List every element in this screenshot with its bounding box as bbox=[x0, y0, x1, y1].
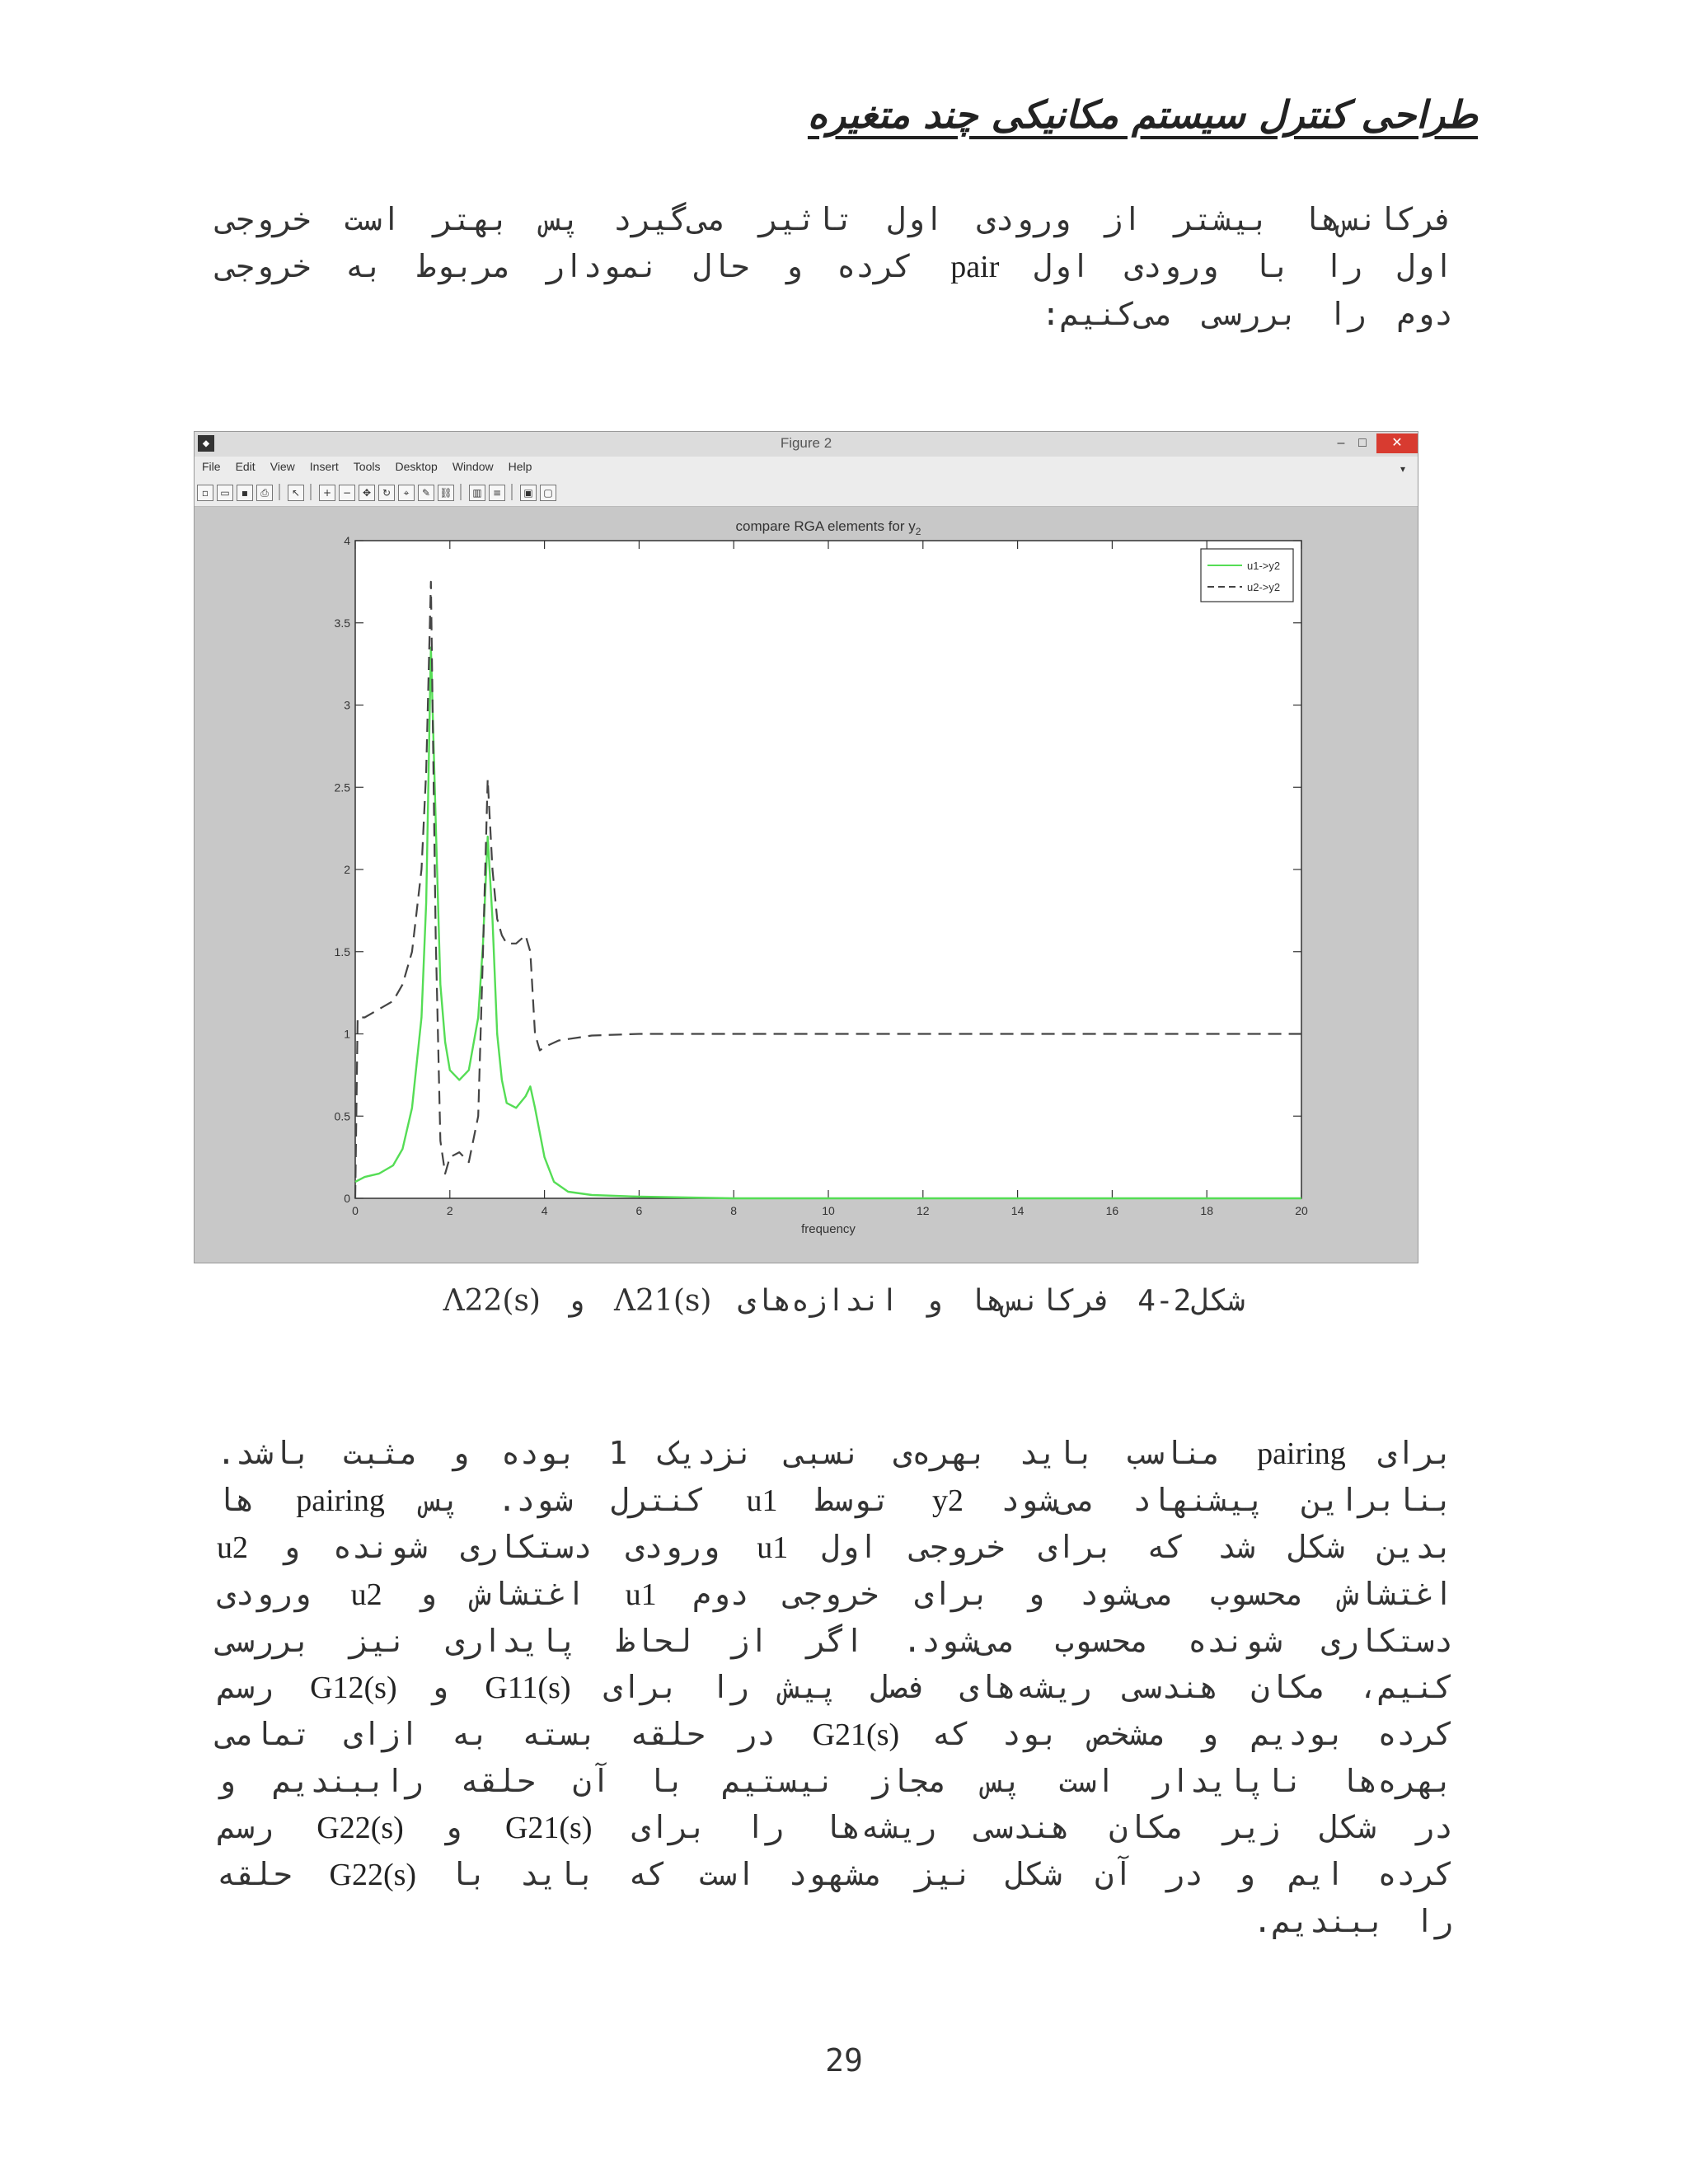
g11-symbol: G11(s) bbox=[485, 1671, 571, 1705]
g21-symbol: G21(s) bbox=[812, 1718, 900, 1752]
analysis-paragraph bbox=[217, 1430, 1453, 1944]
text-segment: ها بدین شکل شد که برای خروجی اول bbox=[217, 1482, 1453, 1565]
toolbar-divider bbox=[511, 484, 513, 500]
y-tick-label: 1 bbox=[344, 1027, 350, 1041]
x-tick-label: 20 bbox=[1295, 1204, 1308, 1217]
text-segment: اغتشاش و bbox=[417, 1576, 586, 1612]
pointer-icon[interactable]: ↖ bbox=[288, 485, 304, 501]
menu-tools[interactable]: Tools bbox=[353, 460, 381, 473]
toolbar-divider bbox=[310, 484, 312, 500]
plot-area bbox=[355, 541, 1301, 1198]
x-tick-label: 4 bbox=[541, 1204, 548, 1217]
text-segment: ورودی دستکاری شونده و bbox=[281, 1529, 720, 1565]
intro-text-2: کرده و حال نمودار مربوط به خروجی دوم را بررسی می‌کنیم: bbox=[217, 248, 1453, 332]
y2-symbol: y2 bbox=[931, 1483, 964, 1518]
menu-file[interactable]: File bbox=[202, 460, 221, 473]
menu-window[interactable]: Window bbox=[452, 460, 494, 473]
rotate-icon[interactable]: ↻ bbox=[378, 485, 395, 501]
text-segment: رسم کرده بودیم و مشخص بود که bbox=[217, 1669, 1453, 1752]
rga-chart bbox=[195, 506, 1418, 1263]
print-icon[interactable]: ⎙ bbox=[256, 485, 273, 501]
y-tick-label: 4 bbox=[344, 534, 350, 547]
y-tick-label: 1.5 bbox=[334, 944, 350, 958]
x-tick-label: 6 bbox=[635, 1204, 643, 1217]
intro-text-1: فرکانس‌ها بیشتر از ورودی اول تاثیر می‌گیرد پس بهتر است خروجی اول را با ورودی اول bbox=[217, 201, 1453, 284]
x-axis-label: frequency bbox=[801, 1222, 856, 1236]
legend-box bbox=[1201, 549, 1293, 602]
u2-symbol: u2 bbox=[217, 1530, 248, 1565]
text-segment: در حلقه بسته به ازای تمامی بهره‌ها ناپایدار است پس مجاز نیستیم با آن حلقه راببندیم و در شکل زیر مکان هندسی ریشه‌ها را برای bbox=[217, 1716, 1453, 1845]
caption-text: فرکانس‌ها و اندازه‌های bbox=[738, 1284, 1112, 1318]
legend-label: u2->y2 bbox=[1247, 581, 1281, 593]
window-title: Figure 2 bbox=[780, 435, 832, 451]
zoom-in-icon[interactable]: + bbox=[319, 485, 335, 501]
chart-title: compare RGA elements for $y_2$ bbox=[735, 518, 921, 537]
x-tick-label: 18 bbox=[1200, 1204, 1213, 1217]
text-segment: حلقه را ببندیم. bbox=[217, 1856, 1453, 1939]
text-segment: برای bbox=[1377, 1435, 1453, 1471]
u1-symbol: u1 bbox=[625, 1577, 657, 1612]
hide-tools-icon[interactable]: ▣ bbox=[520, 485, 537, 501]
y-tick-label: 2 bbox=[344, 863, 350, 876]
x-tick-label: 8 bbox=[730, 1204, 738, 1217]
x-tick-label: 10 bbox=[822, 1204, 835, 1217]
text-segment: و bbox=[429, 1669, 448, 1705]
text-segment: کنترل شود. پس bbox=[422, 1482, 705, 1518]
text-segment: رسم کرده ایم و در آن شکل نیز مشهود است که باید با bbox=[217, 1809, 1453, 1892]
caption-lambda21: Λ21(s) bbox=[614, 1284, 712, 1318]
y-tick-label: 0.5 bbox=[334, 1109, 350, 1123]
x-tick-label: 16 bbox=[1105, 1204, 1119, 1217]
text-segment: اغتشاش محسوب می‌شود و برای خروجی دوم bbox=[692, 1576, 1454, 1612]
pairing-term: pairing bbox=[296, 1483, 385, 1518]
caption-lambda22: Λ22(s) bbox=[443, 1284, 541, 1318]
g21-symbol: G21(s) bbox=[504, 1811, 593, 1845]
figure-caption bbox=[0, 1284, 1688, 1318]
colorbar-icon[interactable]: ▥ bbox=[469, 485, 485, 501]
menu-desktop[interactable]: Desktop bbox=[395, 460, 438, 473]
caption-and: و bbox=[566, 1284, 585, 1318]
zoom-out-icon[interactable]: − bbox=[339, 485, 355, 501]
pairing-term: pairing bbox=[1257, 1436, 1346, 1471]
link-icon[interactable]: ⛓ bbox=[438, 485, 454, 501]
text-segment: و bbox=[443, 1809, 462, 1845]
text-segment: ورودی دستکاری شونده محسوب می‌شود. اگر از لحاظ پایداری نیز بررسی کنیم، مکان هندسی ریشه‌های فصل پیش را برای bbox=[217, 1576, 1453, 1705]
x-tick-label: 0 bbox=[352, 1204, 359, 1217]
x-tick-label: 12 bbox=[917, 1204, 930, 1217]
matlab-app-icon: ◆ bbox=[198, 435, 214, 452]
toolbar-divider bbox=[279, 484, 280, 500]
pair-term: pair bbox=[950, 250, 1000, 284]
g22-symbol: G22(s) bbox=[316, 1811, 404, 1845]
brush-icon[interactable]: ✎ bbox=[418, 485, 434, 501]
menu-bar bbox=[195, 457, 1418, 478]
close-icon[interactable]: ✕ bbox=[1376, 434, 1418, 453]
y-tick-label: 3 bbox=[344, 698, 350, 712]
figure-toolbar bbox=[195, 478, 1418, 507]
save-icon[interactable]: ▪ bbox=[237, 485, 253, 501]
legend-icon[interactable]: ≡ bbox=[489, 485, 505, 501]
x-tick-label: 14 bbox=[1010, 1204, 1025, 1217]
y-tick-label: 0 bbox=[344, 1192, 350, 1205]
g12-symbol: G12(s) bbox=[310, 1671, 397, 1705]
matlab-figure-window bbox=[195, 432, 1418, 1263]
page-header: طراحی کنترل سیستم مکانیکی چند متغیره bbox=[807, 92, 1478, 137]
open-icon[interactable]: ▭ bbox=[217, 485, 233, 501]
legend-label: u1->y2 bbox=[1247, 560, 1281, 572]
caption-label: شکل2-4 bbox=[1137, 1284, 1245, 1318]
u2-symbol: u2 bbox=[350, 1577, 382, 1612]
y-tick-label: 3.5 bbox=[334, 616, 350, 630]
u1-symbol: u1 bbox=[757, 1530, 789, 1565]
page-number: 29 bbox=[825, 2042, 863, 2079]
maximize-icon[interactable]: □ bbox=[1358, 436, 1367, 450]
menu-edit[interactable]: Edit bbox=[235, 460, 256, 473]
x-tick-label: 2 bbox=[446, 1204, 453, 1217]
text-segment: توسط bbox=[814, 1482, 891, 1518]
g22-symbol: G22(s) bbox=[329, 1858, 417, 1892]
menu-help[interactable]: Help bbox=[508, 460, 532, 473]
menu-view[interactable]: View bbox=[270, 460, 295, 473]
show-tools-icon[interactable]: ▢ bbox=[540, 485, 556, 501]
y-tick-label: 2.5 bbox=[334, 780, 350, 794]
window-titlebar bbox=[195, 432, 1418, 457]
chevron-down-icon[interactable]: ▾ bbox=[1400, 463, 1405, 475]
text-segment: مناسب باید بهره‌ی نسبی نزدیک 1 بوده و مثبت باشد. بنابراین پیشنهاد می‌شود bbox=[217, 1435, 1453, 1518]
u1-symbol: u1 bbox=[746, 1483, 778, 1518]
menu-insert[interactable]: Insert bbox=[309, 460, 339, 473]
new-icon[interactable]: ▫ bbox=[197, 485, 213, 501]
toolbar-divider bbox=[460, 484, 462, 500]
intro-paragraph bbox=[217, 196, 1453, 338]
minimize-icon[interactable]: – bbox=[1337, 436, 1345, 450]
data-cursor-icon[interactable]: ⌖ bbox=[398, 485, 415, 501]
pan-icon[interactable]: ✥ bbox=[359, 485, 375, 501]
